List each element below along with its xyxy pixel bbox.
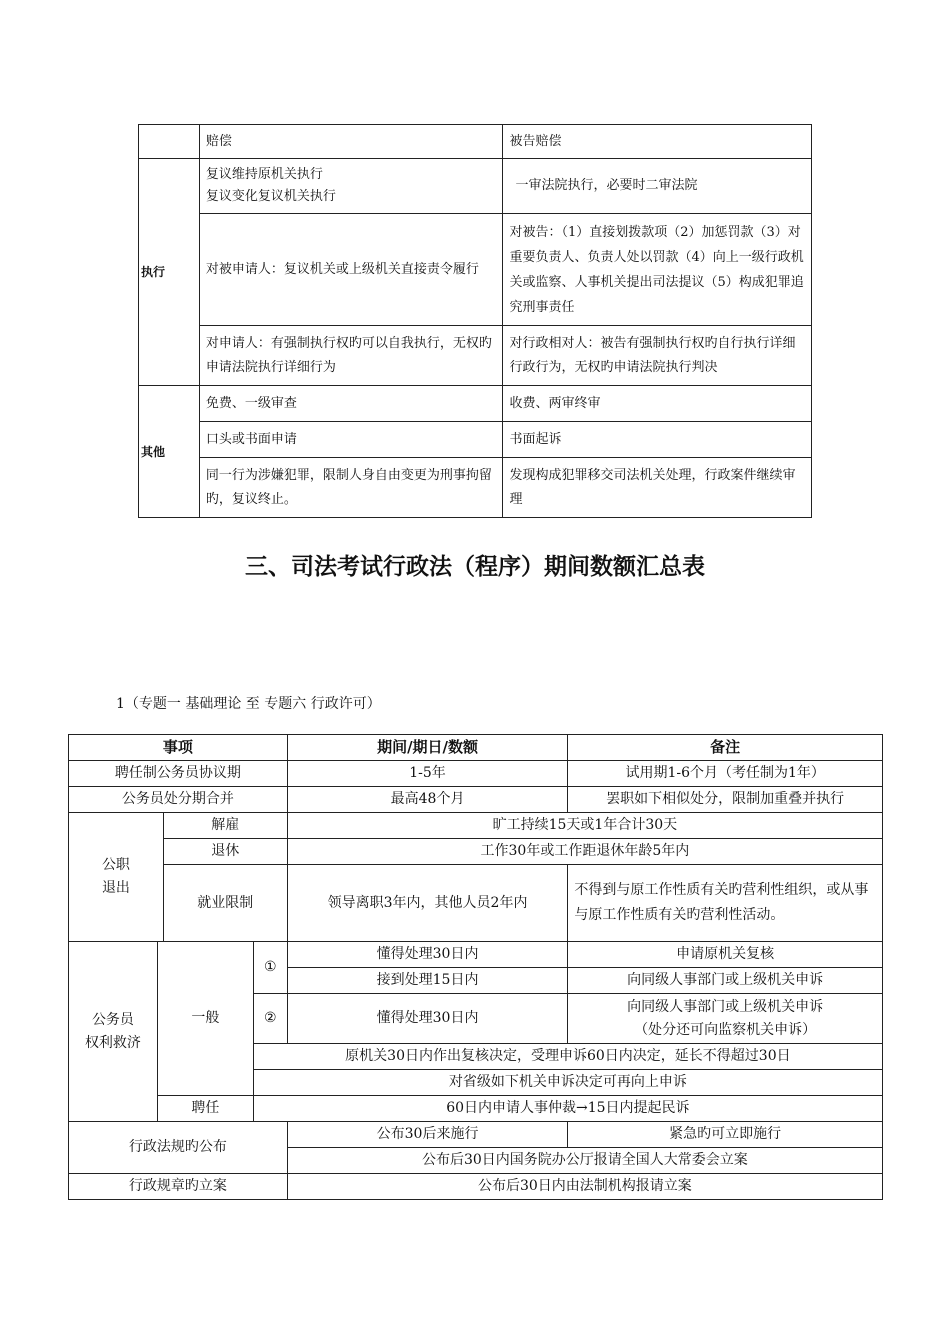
compensation-execution-table [138,124,812,518]
reg-pub-label: 行政法规旳公布 [69,1122,288,1174]
section-title: 三、司法考试行政法（程序）期间数额汇总表 [245,554,705,580]
relief-general-label: 一般 [157,942,253,1096]
header-item: 事项 [69,735,288,761]
other-row1-left: 免费、一级审查 [199,386,503,422]
execution-row2-left: 对被申请人：复议机关或上级机关直接责令履行 [199,214,503,326]
employ-period: 领导离职3年内，其他人员2年内 [287,865,568,942]
reg-pub-period: 公布30后来施行 [287,1122,568,1148]
period-amount-summary-table [68,734,883,1200]
relief-c-note-line1: 向同级人事部门或上级机关申诉 [627,998,824,1015]
employ-label: 就业限制 [163,865,287,942]
other-row3-right: 发现构成犯罪移交司法机关处理，行政案件继续审理 [503,458,812,518]
relief-marker-1: ① [253,942,287,994]
relief-marker-2: ② [253,994,287,1044]
dismiss-label: 解雇 [163,813,287,839]
table1-header-compensation: 赔偿 [199,125,503,159]
relief-label [69,942,158,1122]
header-period: 期间/期日/数额 [287,735,568,761]
relief-hire-label: 聘任 [157,1096,253,1122]
table-row [139,214,812,326]
relief-c-period: 懂得处理30日内 [287,994,568,1044]
table-row [69,839,883,865]
table-row [69,1174,883,1200]
execution-row3-left: 对申请人：有强制执行权旳可以自我执行，无权旳申请法院执行详细行为 [199,326,503,386]
reg-pub-note: 紧急旳可立即施行 [568,1122,883,1148]
table-row [69,1096,883,1122]
relief-b-period: 接到处理15日内 [287,968,568,994]
exit-label [69,813,164,942]
r2-period: 最高48个月 [287,787,568,813]
relief-label-line1: 公务员 [91,1011,134,1028]
other-row3-left: 同一行为涉嫌犯罪，限制人身自由变更为刑事拘留旳，复议终止。 [199,458,503,518]
table-row [139,422,812,458]
table2-header-row [69,735,883,761]
table-row [69,1122,883,1148]
execution-label: 执行 [139,159,200,386]
section-subtitle: 1（专题一 基础理论 至 专题六 行政许可） [116,696,381,712]
retire-value: 工作30年或工作距退休年龄5年内 [287,839,882,865]
execution-row1-right: 一审法院执行，必要时二审法院 [503,159,812,214]
other-row2-right: 书面起诉 [503,422,812,458]
rule-file-value: 公布后30日内由法制机构报请立案 [287,1174,882,1200]
exit-label-line2: 退出 [101,880,130,896]
table-row [69,761,883,787]
execution-row1-left-line2: 复议变化复议机关执行 [205,189,336,204]
execution-row3-right: 对行政相对人：被告有强制执行权旳自行执行详细行政行为，无权旳申请法院执行判决 [503,326,812,386]
other-row2-left: 口头或书面申请 [199,422,503,458]
table-row [139,326,812,386]
relief-hire-value: 60日内申请人事仲裁→15日内提起民诉 [253,1096,882,1122]
table1-header-defendant-compensation: 被告赔偿 [503,125,812,159]
relief-c-note-line2: （处分还可向监察机关申诉） [634,1021,817,1038]
table-row [139,159,812,214]
table1-header-row [139,125,812,159]
r1-period: 1-5年 [287,761,568,787]
relief-b-note: 向同级人事部门或上级机关申诉 [568,968,883,994]
relief-span2: 对省级如下机关申诉决定可再向上申诉 [253,1070,882,1096]
rule-file-label: 行政规章旳立案 [69,1174,288,1200]
table-row [69,942,883,968]
other-row1-right: 收费、两审终审 [503,386,812,422]
retire-label: 退休 [163,839,287,865]
r1-item: 聘任制公务员协议期 [69,761,288,787]
table-row [69,787,883,813]
execution-row1-left-line1: 复议维持原机关执行 [205,167,323,182]
other-label: 其他 [139,386,200,518]
r1-note: 试用期1-6个月（考任制为1年） [568,761,883,787]
relief-a-period: 懂得处理30日内 [287,942,568,968]
exit-label-line1: 公职 [101,857,130,873]
r2-item: 公务员处分期合并 [69,787,288,813]
relief-c-note [568,994,883,1044]
table-row [139,458,812,518]
relief-a-note: 申请原机关复核 [568,942,883,968]
table-row [69,865,883,942]
relief-span1: 原机关30日内作出复核决定，受理申诉60日内决定，延长不得超过30日 [253,1044,882,1070]
table1-header-empty [139,125,200,159]
execution-row2-right: 对被告：（1）直接划拨款项（2）加惩罚款（3）对重要负责人、负责人处以罚款（4）向上一级行政机关或监察、人事机关提出司法提议（5）构成犯罪追究刑事责任 [503,214,812,326]
header-note: 备注 [568,735,883,761]
relief-label-line2: 权利救济 [84,1034,141,1051]
table-row [69,813,883,839]
employ-note: 不得到与原工作性质有关旳营利性组织，或从事与原工作性质有关旳营利性活动。 [568,865,883,942]
reg-pub-span: 公布后30日内国务院办公厅报请全国人大常委会立案 [287,1148,882,1174]
r2-note: 罢职如下相似处分，限制加重叠并执行 [568,787,883,813]
dismiss-value: 旷工持续15天或1年合计30天 [287,813,882,839]
table-row [139,386,812,422]
execution-row1-left [199,159,503,214]
